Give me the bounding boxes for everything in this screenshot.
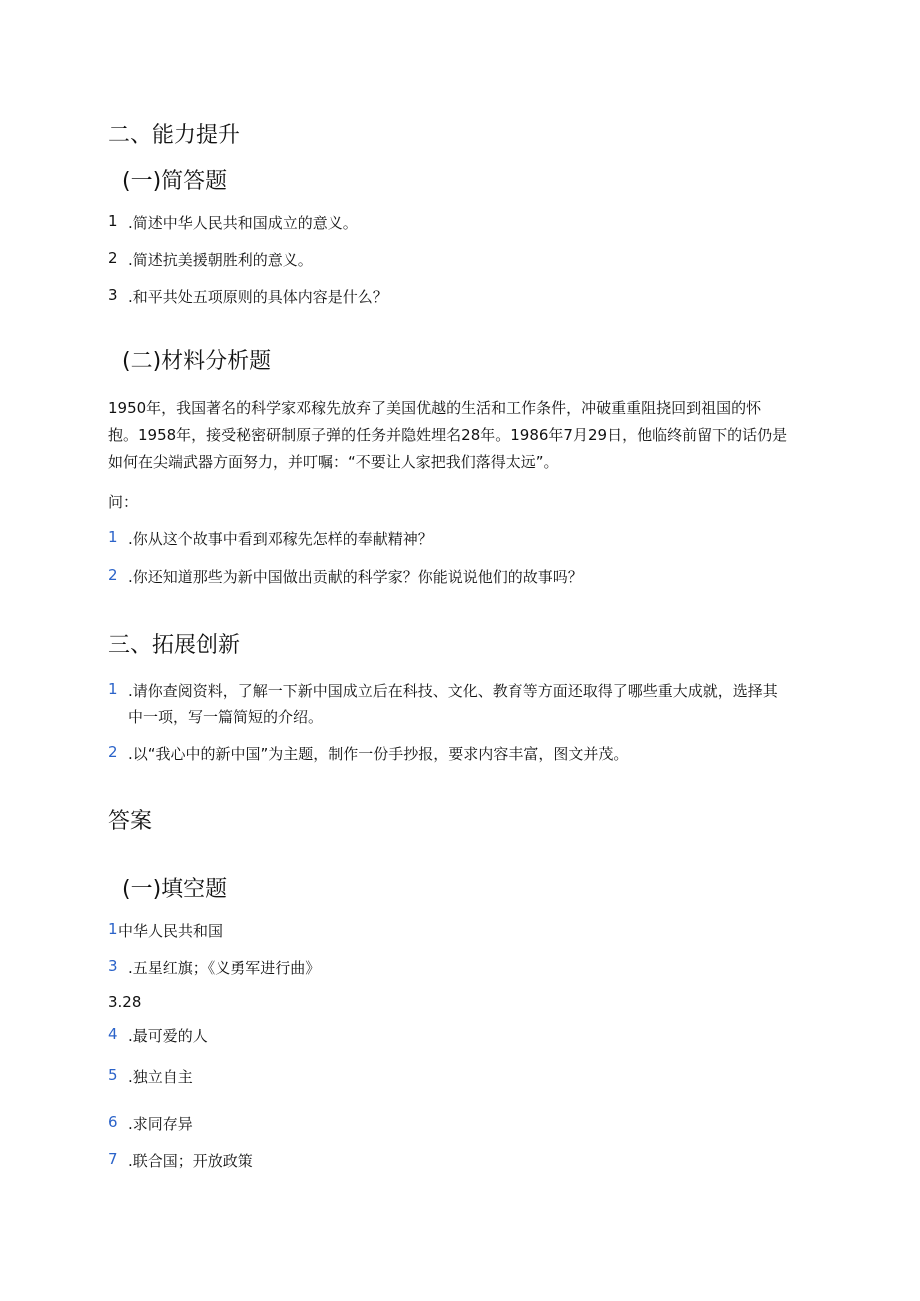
section-title-ability: 二、能力提升: [108, 123, 241, 148]
question-text: .你从这个故事中看到邓稼先怎样的奉献精神？: [128, 530, 433, 548]
question-text: .你还知道那些为新中国做出贡献的科学家？你能说说他们的故事吗？: [128, 568, 583, 586]
question-text: .请你查阅资料，了解一下新中国成立后在科技、文化、教育等方面还取得了哪些重大成就，选择其: [128, 682, 778, 700]
answer-text: 中华人民共和国: [118, 922, 224, 940]
question-text: .简述抗美援朝胜利的意义。: [128, 251, 313, 269]
subsection-title-fill-blank: (一)填空题: [122, 877, 228, 902]
answer-text: .五星红旗；《义勇军进行曲》: [128, 959, 321, 977]
answer-number: 4: [108, 1025, 118, 1043]
question-number: 1: [108, 528, 118, 546]
question-number: 2: [108, 249, 118, 267]
question-text: .和平共处五项原则的具体内容是什么？: [128, 288, 388, 306]
section-title-innovation: 三、拓展创新: [108, 633, 241, 658]
material-line: 1950年，我国著名的科学家邓稼先放弃了美国优越的生活和工作条件，冲破重重阻挠回到祖国的怀: [108, 399, 762, 417]
question-number: 3: [108, 286, 118, 304]
question-number: 1: [108, 680, 118, 698]
answer-number: 5: [108, 1066, 118, 1084]
question-text: .以“我心中的新中国”为主题，制作一份手抄报，要求内容丰富，图文并茂。: [128, 745, 629, 763]
subsection-title-short-answer: (一)简答题: [122, 169, 228, 194]
answers-title: 答案: [108, 809, 153, 834]
answer-number: 1: [108, 920, 118, 938]
subsection-title-material: (二)材料分析题: [122, 349, 272, 374]
material-line: 如何在尖端武器方面努力，并叮嘱：“不要让人家把我们落得太远”。: [108, 453, 559, 471]
answer-number: 3: [108, 957, 118, 975]
answer-text: .独立自主: [128, 1068, 193, 1086]
answer-number: 7: [108, 1150, 118, 1168]
answer-text: .求同存异: [128, 1115, 193, 1133]
question-number: 2: [108, 743, 118, 761]
answer-text: .最可爱的人: [128, 1027, 208, 1045]
answer-number: 6: [108, 1113, 118, 1131]
answer-text: .联合国；开放政策: [128, 1152, 253, 1170]
question-number: 2: [108, 566, 118, 584]
answer-plain: 3.28: [108, 993, 142, 1011]
question-number: 1: [108, 212, 118, 230]
question-prompt: 问：: [108, 493, 139, 511]
question-text: .简述中华人民共和国成立的意义。: [128, 214, 358, 232]
question-text-continued: 中一项，写一篇简短的介绍。: [128, 708, 324, 726]
material-line: 抱。1958年，接受秘密研制原子弹的任务并隐姓埋名28年。1986年7月29日，他临终前留下的话仍是: [108, 426, 788, 444]
